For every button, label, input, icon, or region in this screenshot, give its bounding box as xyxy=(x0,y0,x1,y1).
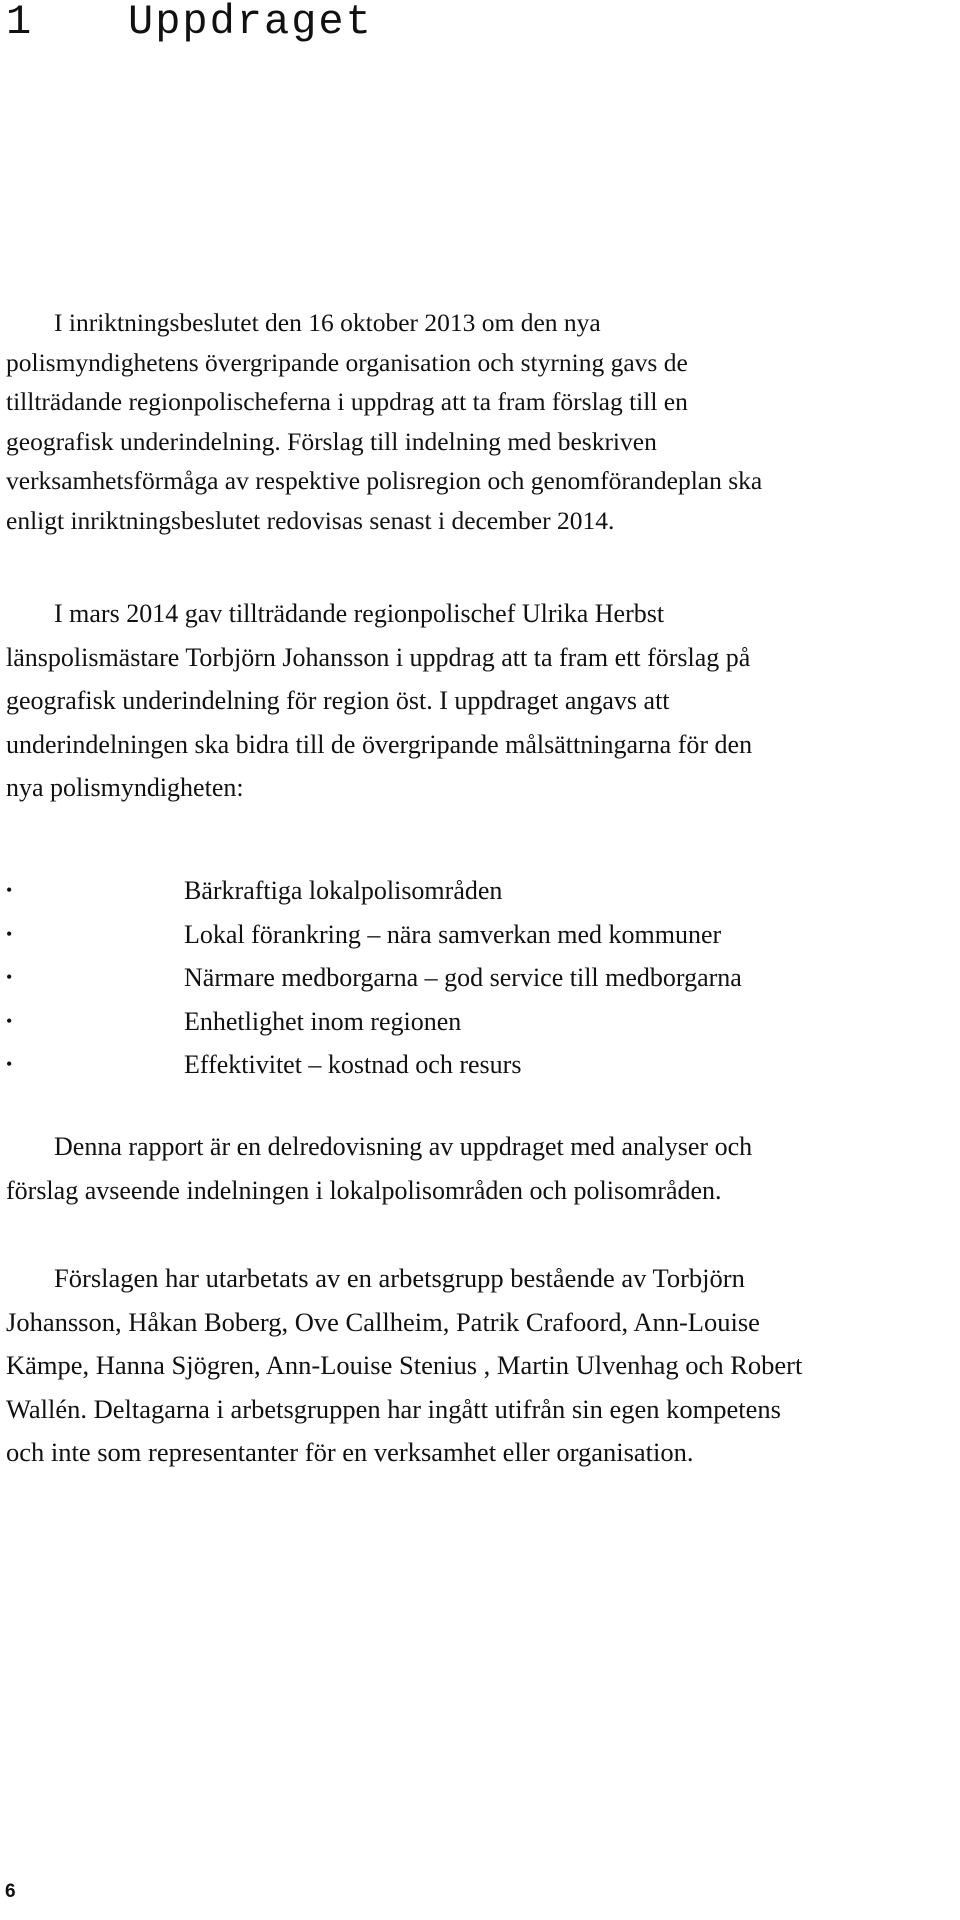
bullet-icon: • xyxy=(6,967,13,987)
paragraph-delredovisning xyxy=(6,1125,956,1213)
bullet-item xyxy=(0,869,742,913)
bullet-icon: • xyxy=(6,923,13,944)
paragraph-line: I inriktningsbeslutet den 16 oktober 2013 om den nya xyxy=(54,308,601,337)
paragraph-line: Förslagen har utarbetats av en arbetsgrupp bestående av Torbjörn xyxy=(54,1263,745,1293)
paragraph-line: och inte som representanter för en verksamhet eller organisation. xyxy=(6,1437,694,1468)
paragraph-line: Wallén. Deltagarna i arbetsgruppen har ingått utifrån sin egen kompetens xyxy=(6,1393,781,1424)
bullet-icon: • xyxy=(6,1054,13,1074)
paragraph-line: enligt inriktningsbeslutet redovisas senast i december 2014. xyxy=(6,505,615,535)
paragraph-line: Johansson, Håkan Boberg, Ove Callheim, Patrik Crafoord, Ann-Louise xyxy=(6,1306,760,1337)
bullet-item xyxy=(0,956,742,1000)
bullet-text: Lokal förankring – nära samverkan med kommuner xyxy=(184,919,722,949)
bullet-icon: • xyxy=(6,880,13,900)
paragraph-uppdrag-region-ost xyxy=(6,592,956,810)
paragraph-line: geografisk underindelning för region öst. I uppdraget angavs att xyxy=(6,686,670,715)
bullet-text: Bärkraftiga lokalpolisområden xyxy=(184,876,503,905)
paragraph-line: I mars 2014 gav tillträdande regionpolischef Ulrika Herbst xyxy=(54,599,665,628)
paragraph-inriktningsbeslut xyxy=(6,303,956,540)
paragraph-line: verksamhetsförmåga av respektive polisregion och genomförandeplan ska xyxy=(6,466,763,495)
bullet-icon: • xyxy=(6,1010,13,1031)
paragraph-line: geografisk underindelning. Förslag till indelning med beskriven xyxy=(6,426,657,456)
chapter-title: Uppdraget xyxy=(128,0,373,46)
page-number: 6 xyxy=(5,1881,16,1902)
goals-bullet-list xyxy=(0,869,742,1087)
bullet-text: Effektivitet – kostnad och resurs xyxy=(184,1050,522,1079)
bullet-item xyxy=(0,1000,742,1044)
paragraph-line: tillträdande regionpolischeferna i uppdrag att ta fram förslag till en xyxy=(6,387,688,416)
paragraph-arbetsgrupp xyxy=(6,1257,956,1475)
paragraph-line: nya polismyndigheten: xyxy=(6,773,244,802)
chapter-heading xyxy=(6,0,373,50)
bullet-text: Närmare medborgarna – god service till medborgarna xyxy=(184,963,742,992)
paragraph-line: underindelningen ska bidra till de övergripande målsättningarna för den xyxy=(6,729,753,759)
chapter-number: 1 xyxy=(6,0,34,46)
paragraph-line: förslag avseende indelningen i lokalpolisområden och polisområden. xyxy=(6,1176,722,1205)
paragraph-line: länspolismästare Torbjörn Johansson i uppdrag att ta fram ett förslag på xyxy=(6,642,751,672)
paragraph-line: polismyndighetens övergripande organisation och styrning gavs de xyxy=(6,347,688,377)
paragraph-line: Kämpe, Hanna Sjögren, Ann-Louise Stenius , Martin Ulvenhag och Robert xyxy=(6,1350,803,1381)
bullet-text: Enhetlighet inom regionen xyxy=(184,1006,462,1036)
bullet-item xyxy=(0,1043,742,1087)
paragraph-line: Denna rapport är en delredovisning av uppdraget med analyser och xyxy=(54,1132,753,1161)
bullet-item xyxy=(0,913,742,957)
